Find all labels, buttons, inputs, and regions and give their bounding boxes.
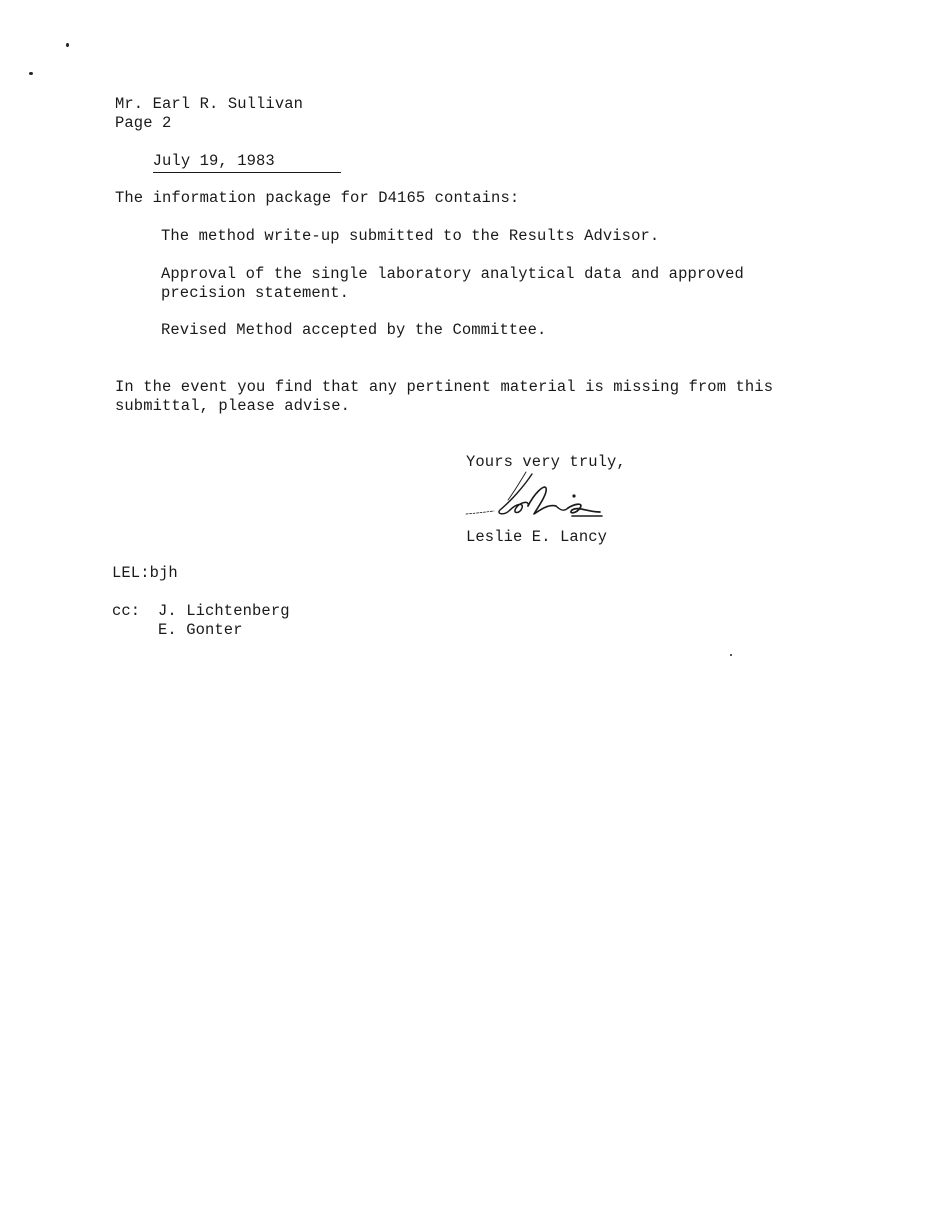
cc-label: cc: xyxy=(112,602,141,620)
scan-speck xyxy=(66,43,69,47)
salutation: Yours very truly, xyxy=(466,453,626,471)
scan-speck xyxy=(29,72,33,75)
list-item: Revised Method accepted by the Committee. xyxy=(161,321,547,339)
list-item: Approval of the single laboratory analytical data and approved xyxy=(161,265,744,283)
signer-name: Leslie E. Lancy xyxy=(466,528,608,546)
letter-date-text: July 19, 1983 xyxy=(153,152,341,173)
list-item: The method write-up submitted to the Results Advisor. xyxy=(161,227,660,245)
cc-recipient: E. Gonter xyxy=(158,621,243,639)
typist-initials: LEL:bjh xyxy=(112,564,178,582)
handwritten-signature xyxy=(460,470,610,522)
letter-date xyxy=(115,133,341,192)
cc-recipient: J. Lichtenberg xyxy=(158,602,290,620)
intro-line: The information package for D4165 contains: xyxy=(115,189,520,207)
closing-paragraph-line: submittal, please advise. xyxy=(115,397,351,415)
page-number: Page 2 xyxy=(115,114,172,132)
list-item-continuation: precision statement. xyxy=(161,284,350,302)
recipient-name: Mr. Earl R. Sullivan xyxy=(115,95,304,113)
closing-paragraph-line: In the event you find that any pertinent material is missing from this xyxy=(115,378,774,396)
scan-speck xyxy=(730,654,732,656)
